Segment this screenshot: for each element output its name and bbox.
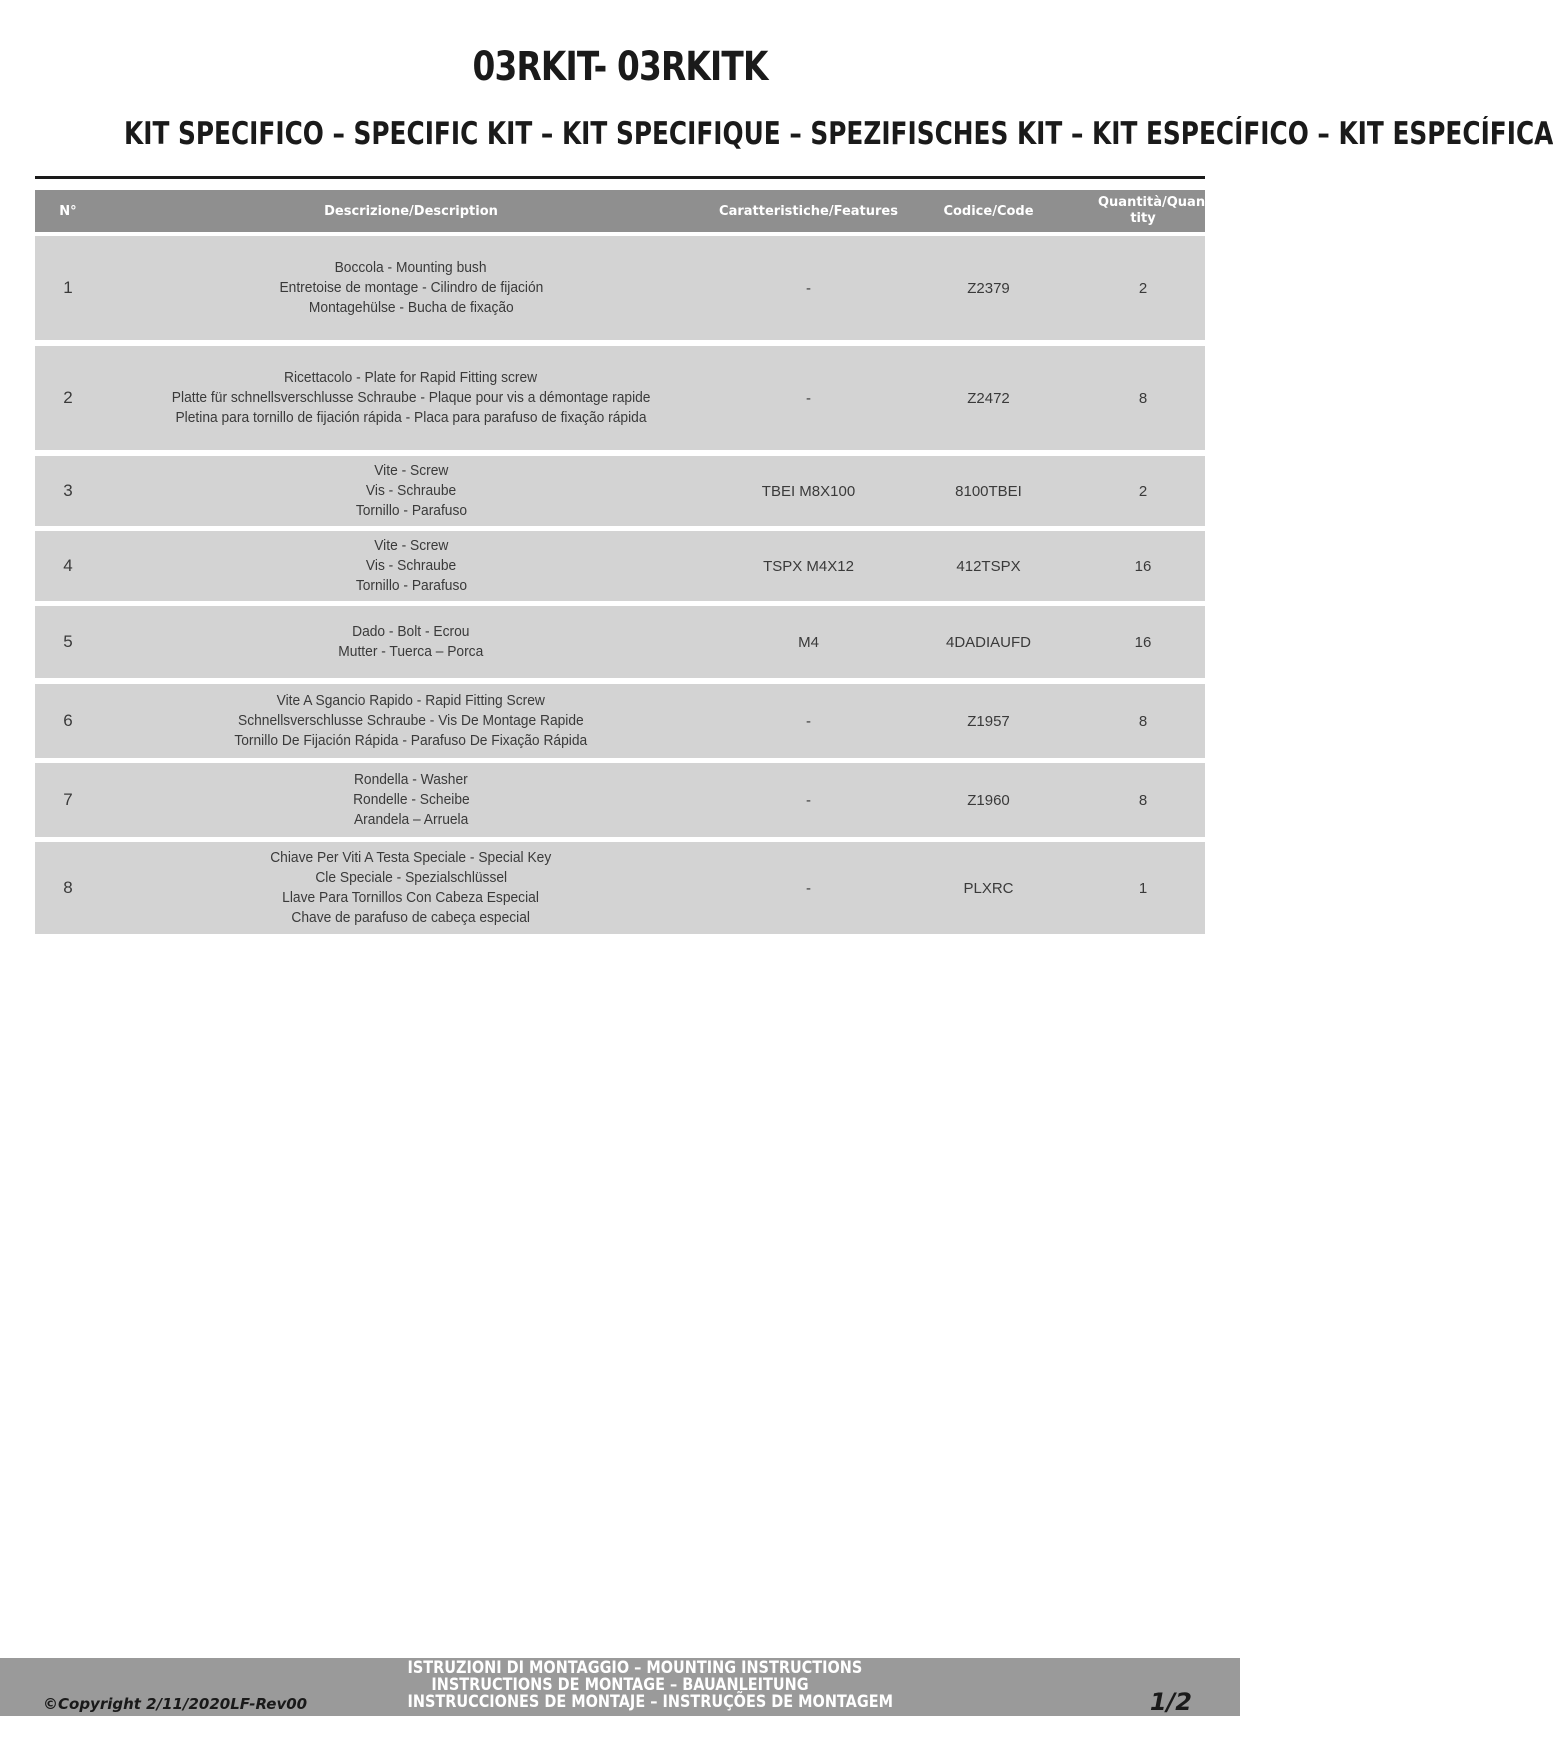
description-line: Platte für schnellsverschlusse Schraube - Plaque pour vis a démontage rapide [171,389,651,406]
cell-description [101,236,721,340]
description-line: Chiave Per Viti A Testa Speciale - Special Key [270,849,552,866]
description-line: Boccola - Mounting bush [335,259,487,276]
cell-no: 4 [63,556,73,575]
cell-code: PLXRC [963,879,1014,897]
table-row [35,842,1205,934]
description-line: Montagehülse - Bucha de fixação [308,299,514,316]
cell-no: 6 [63,711,73,730]
cell-features: - [806,791,811,809]
cell-no: 5 [63,632,73,651]
cell-code: 8100TBEI [955,482,1022,500]
cell-features: - [806,712,811,730]
header-no: N° [59,203,77,219]
description-line: Chave de parafuso de cabeça especial [291,909,531,926]
cell-description [101,684,721,758]
footer-line: INSTRUCCIONES DE MONTAJE – INSTRUÇÕES DE MONTAGEM [407,1692,893,1712]
cell-no: 3 [63,481,73,500]
description-line: Schnellsverschlusse Schraube - Vis De Montage Rapide [238,712,584,729]
footer-instructions [370,1658,893,1712]
cell-description [101,842,721,934]
description-line: Arandela – Arruela [353,811,469,828]
cell-quantity: 8 [1138,389,1148,407]
description-line: Rondella - Washer [354,771,468,788]
description-line: Vite - Screw [373,537,449,554]
cell-features: M4 [798,633,819,651]
cell-no: 2 [63,388,73,407]
description-line: Llave Para Tornillos Con Cabeza Especial [282,889,540,906]
description-line: Cle Speciale - Spezialschlüssel [315,869,507,886]
cell-quantity: 2 [1138,482,1148,500]
description-line: Vis - Schraube [365,482,457,499]
cell-features: - [806,879,811,897]
cell-code: Z2379 [967,279,1010,297]
cell-quantity: 1 [1138,879,1148,897]
cell-description [101,763,721,837]
cell-description [101,606,721,678]
cell-quantity: 8 [1138,791,1148,809]
description-line: Pletina para tornillo de fijación rápida - Placa para parafuso de fixação rápida [175,409,647,426]
table-row [35,763,1205,837]
table-row [35,606,1205,678]
header-features: Caratteristiche/Features [719,203,898,219]
cell-features: TBEI M8X100 [761,482,856,500]
table-row [35,531,1205,601]
table-row [35,684,1205,758]
table-row [35,346,1205,450]
document-title: 03RKIT- 03RKITK [472,44,768,90]
table-row [35,456,1205,526]
description-line: Dado - Bolt - Ecrou [352,623,470,640]
cell-code: Z1960 [967,791,1010,809]
description-line: Entretoise de montage - Cilindro de fijación [279,279,543,296]
table-header [35,190,1211,232]
header-code: Codice/Code [943,203,1034,219]
cell-code: Z1957 [967,712,1010,730]
cell-description [101,346,721,450]
cell-code: 4DADIAUFD [945,633,1031,651]
cell-description [101,531,721,601]
header-description: Descrizione/Description [324,203,498,219]
description-line: Tornillo - Parafuso [355,502,467,519]
cell-no: 8 [63,878,73,897]
table-row [35,236,1205,340]
cell-no: 7 [63,790,73,809]
footer-line: INSTRUCTIONS DE MONTAGE – BAUANLEITUNG [431,1675,809,1695]
title-divider [35,176,1205,179]
cell-features: TSPX M4X12 [763,557,854,575]
cell-no: 1 [63,278,73,297]
cell-features: - [806,389,811,407]
description-line: Mutter - Tuerca – Porca [338,643,484,660]
cell-features: - [806,279,811,297]
description-line: Vite A Sgancio Rapido - Rapid Fitting Screw [276,692,546,709]
cell-quantity: 16 [1134,557,1152,575]
cell-quantity: 2 [1138,279,1148,297]
description-line: Ricettacolo - Plate for Rapid Fitting screw [284,369,538,386]
document-subtitle: KIT SPECIFICO – SPECIFIC KIT – KIT SPECIFIQUE – SPEZIFISCHES KIT – KIT ESPECÍFICO – KIT ESPECÍFICA [124,116,1553,152]
page-number: 1/2 [1149,1688,1192,1716]
header-quantity: Quantità/Quan-tity [1098,195,1211,226]
description-line: Vite - Screw [373,462,449,479]
cell-quantity: 8 [1138,712,1148,730]
description-line: Rondelle - Scheibe [352,791,470,808]
cell-quantity: 16 [1134,633,1152,651]
footer-line: ISTRUZIONI DI MONTAGGIO – MOUNTING INSTRUCTIONS [407,1658,863,1678]
description-line: Vis - Schraube [365,557,457,574]
description-line: Tornillo - Parafuso [355,577,467,594]
cell-code: 412TSPX [956,557,1021,575]
cell-description [101,456,721,526]
copyright: ©Copyright 2/11/2020LF-Rev00 [43,1695,308,1713]
description-line: Tornillo De Fijación Rápida - Parafuso De Fixação Rápida [234,732,588,749]
cell-code: Z2472 [967,389,1010,407]
